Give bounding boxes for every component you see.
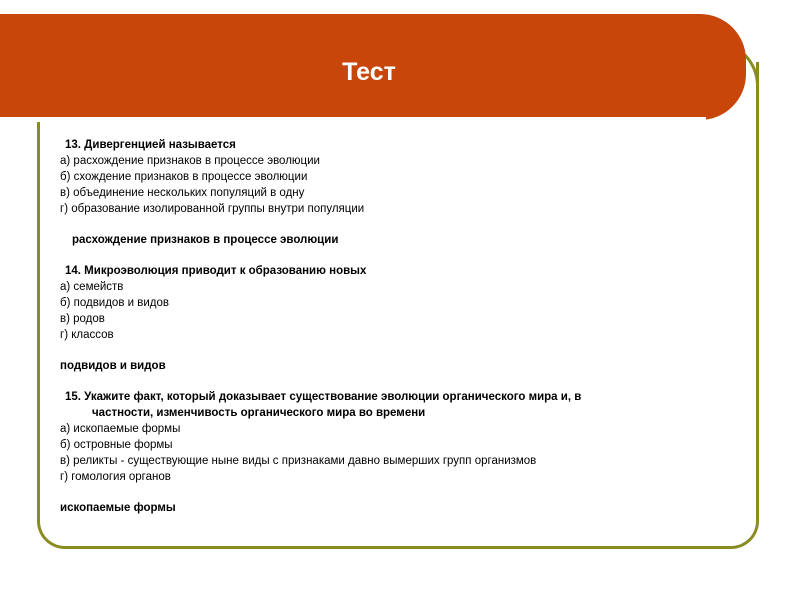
slide-title: Тест (342, 58, 396, 86)
question-text: 14. Микроэволюция приводит к образованию новых (65, 265, 367, 277)
question-text-line-2: частности, изменчивость органического мира во времени (92, 407, 426, 419)
option: в) объединение нескольких популяций в одну (60, 187, 305, 199)
option: б) островные формы (60, 439, 173, 451)
option: б) подвидов и видов (60, 297, 170, 309)
option: а) ископаемые формы (60, 423, 181, 435)
question-block-13 (60, 137, 720, 248)
answer-text: расхождение признаков в процессе эволюции (72, 234, 339, 246)
question-text: 13. Дивергенцией называется (65, 139, 236, 151)
answer-text: подвидов и видов (60, 360, 166, 372)
title-underline (0, 117, 706, 122)
question-block-14 (60, 263, 720, 374)
option: а) расхождение признаков в процессе эволюции (60, 155, 320, 167)
test-content (60, 137, 720, 531)
question-block-15 (60, 389, 720, 516)
option: г) образование изолированной группы внутри популяции (60, 203, 365, 215)
option: в) реликты - существующие ныне виды с признаками давно вымерших групп организмов (60, 455, 537, 467)
title-banner (0, 14, 746, 120)
answer-text: ископаемые формы (60, 502, 176, 514)
option: г) гомология органов (60, 471, 171, 483)
option: а) семейств (60, 281, 124, 293)
question-text (60, 389, 720, 421)
option: б) схождение признаков в процессе эволюции (60, 171, 308, 183)
question-text-line-1: 15. Укажите факт, который доказывает существование эволюции органического мира и, в (65, 391, 582, 403)
option: г) классов (60, 329, 114, 341)
option: в) родов (60, 313, 105, 325)
